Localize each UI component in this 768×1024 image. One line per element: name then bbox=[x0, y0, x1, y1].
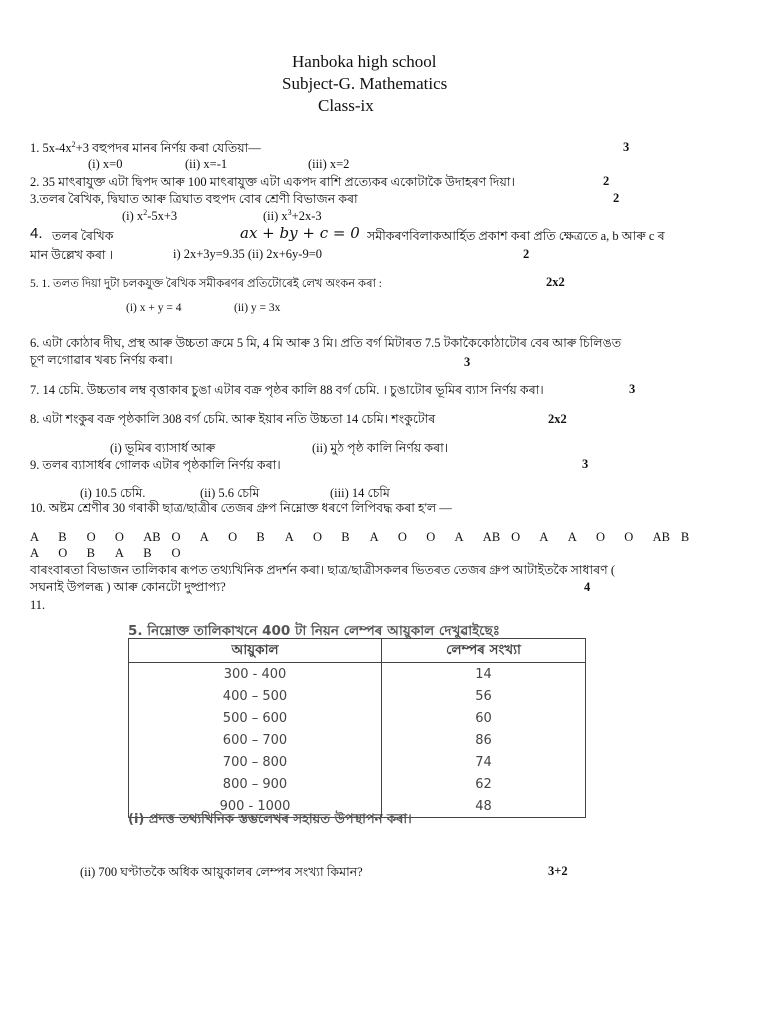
question-2: 2. 35 মাৎৰাযুক্ত এটা দ্বিপদ আৰু 100 মাৎৰাযুক্ত এটা একপদ ৰাশি প্ৰত্যেকৰ একোটাকৈ উদাহৰণ দিয়া। bbox=[30, 175, 515, 189]
blood-group-item: O bbox=[426, 530, 436, 544]
question-5-marks: 2x2 bbox=[546, 275, 565, 289]
blood-group-item: O bbox=[171, 530, 181, 544]
table-row bbox=[129, 707, 586, 729]
table-row bbox=[129, 729, 586, 751]
blood-group-item: O bbox=[397, 530, 407, 544]
count-cell: 60 bbox=[382, 707, 586, 729]
blood-group-item: A bbox=[199, 530, 209, 544]
question-4-equation: ax + by + c = 0 bbox=[240, 224, 360, 242]
blood-group-item: A bbox=[539, 530, 549, 544]
blood-group-item: O bbox=[313, 530, 323, 544]
table-row bbox=[129, 663, 586, 686]
question-10-line-2: সঘনাই উপলব্ধ ) আৰু কোনটো দুষ্প্ৰাপ্য? bbox=[30, 580, 226, 594]
question-3-option-1-sup: 2 bbox=[143, 208, 148, 217]
lifetime-cell: 900 - 1000 bbox=[129, 795, 382, 818]
question-7-marks: 3 bbox=[629, 382, 636, 396]
question-10-marks: 4 bbox=[584, 580, 591, 594]
blood-group-item: AB bbox=[482, 530, 501, 544]
question-9-option: (i) 10.5 চেমি. bbox=[80, 486, 146, 500]
blood-group-item: O bbox=[596, 530, 606, 544]
question-1-option: (i) x=0 bbox=[88, 157, 123, 171]
question-11-marks: 3+2 bbox=[548, 864, 568, 878]
question-3-option-2-a: (ii) x bbox=[263, 209, 288, 224]
school-name: Hanboka high school bbox=[292, 52, 437, 71]
question-4-marks: 2 bbox=[523, 247, 530, 261]
question-4-line2b: i) 2x+3y=9.35 (ii) 2x+6y-9=0 bbox=[173, 247, 323, 261]
blood-group-item: A bbox=[114, 546, 124, 560]
count-cell: 14 bbox=[382, 663, 586, 686]
question-1-stem-a: 1. 5x-4x bbox=[30, 141, 72, 156]
lifetime-cell: 500 – 600 bbox=[129, 707, 382, 729]
column-header-lifetime: আয়ুকাল bbox=[129, 639, 382, 663]
count-cell: 86 bbox=[382, 729, 586, 751]
blood-group-item: B bbox=[58, 530, 67, 544]
blood-group-item: A bbox=[30, 530, 40, 544]
question-3-option-1-a: (i) x bbox=[122, 209, 144, 224]
lifetime-cell: 800 – 900 bbox=[129, 773, 382, 795]
question-4-rest: সমীকৰণবিলাকআৰ্হিত প্ৰকাশ কৰা প্ৰতি ক্ষেত্ৰতে a, b আৰু c ৰ bbox=[367, 229, 665, 243]
blood-group-item: O bbox=[228, 530, 238, 544]
lamp-table-title: 5. নিম্নোক্ত তালিকাখনে 400 টা নিয়ন লেম্পৰ আয়ুকাল দেখুৱাইছেঃ bbox=[128, 623, 500, 639]
table-row bbox=[129, 773, 586, 795]
blood-group-item: A bbox=[567, 530, 577, 544]
question-11-part-2: (ii) 700 ঘণ্টাতকৈ অধিক আয়ুকালৰ লেম্পৰ সংখ্যা কিমান? bbox=[80, 865, 363, 879]
blood-group-item: B bbox=[256, 530, 265, 544]
table-header-row bbox=[129, 639, 586, 663]
question-4-number: 4. bbox=[30, 225, 43, 242]
question-10: 10. অষ্টম শ্ৰেণীৰ 30 গৰাকী ছাত্ৰ/ছাত্ৰীৰ তেজৰ গ্ৰুপ নিম্নোক্ত ধৰণে লিপিবদ্ধ কৰা হ'ল — bbox=[30, 501, 452, 515]
question-1-marks: 3 bbox=[623, 140, 630, 154]
subject-title: Subject-G. Mathematics bbox=[282, 74, 448, 93]
question-3: 3.তলৰ ৰৈখিক, দ্বিঘাত আৰু ত্ৰিঘাত বহুপদ বোৰ শ্ৰেণী বিভাজন কৰা bbox=[30, 192, 358, 206]
question-6-marks: 3 bbox=[464, 355, 471, 369]
lamp-lifetime-table bbox=[128, 638, 586, 818]
blood-group-item: AB bbox=[143, 530, 161, 544]
blood-group-item: A bbox=[369, 530, 379, 544]
question-7: 7. 14 চেমি. উচ্চতাৰ লম্ব বৃত্তাকাৰ চুঙা এটাৰ বক্ৰ পৃষ্ঠৰ কালি 88 বৰ্গ চেমি. । চুঙাটোৰ ভূমিৰ ব্যাস নিৰ্ণয় কৰা। bbox=[30, 383, 544, 397]
question-2-marks: 2 bbox=[603, 174, 610, 188]
question-10-line-1: বাৰংবাৰতা বিভাজন তালিকাৰ ৰূপত তথ্যখিনিক প্ৰদৰ্শন কৰা। ছাত্ৰ/ছাত্ৰীসকলৰ ভিতৰত তেজৰ গ্ৰুপ আটাইতকৈ সাধাৰণ ( bbox=[30, 563, 615, 577]
blood-group-item: O bbox=[511, 530, 521, 544]
blood-group-item: O bbox=[58, 546, 68, 560]
lifetime-cell: 300 - 400 bbox=[129, 663, 382, 686]
question-8-option: (ii) মুঠ পৃষ্ঠ কালি নিৰ্ণয় কৰা। bbox=[312, 441, 449, 455]
count-cell: 62 bbox=[382, 773, 586, 795]
table-row bbox=[129, 751, 586, 773]
question-9-option: (iii) 14 চেমি bbox=[330, 486, 390, 500]
question-9: 9. তলৰ ব্যাসাৰ্ধৰ গোলক এটাৰ পৃষ্ঠকালি নিৰ্ণয় কৰা। bbox=[30, 458, 281, 472]
blood-group-item: A bbox=[284, 530, 294, 544]
question-3-option-1 bbox=[122, 208, 177, 224]
question-5: 5. 1. তলত দিয়া দুটা চলকযুক্ত ৰৈখিক সমীকৰণৰ প্ৰতিটোৰেই লেখ অংকন কৰা : bbox=[30, 278, 382, 290]
question-4-line2a: মান উল্লেখ কৰা । bbox=[30, 248, 114, 262]
class-title: Class-ix bbox=[318, 96, 374, 115]
blood-group-item: B bbox=[143, 546, 152, 560]
question-3-option-2 bbox=[263, 208, 322, 224]
question-9-option: (ii) 5.6 চেমি bbox=[200, 486, 260, 500]
blood-group-item: O bbox=[114, 530, 124, 544]
question-1-option: (iii) x=2 bbox=[308, 157, 350, 171]
blood-group-item: B bbox=[341, 530, 350, 544]
count-cell: 48 bbox=[382, 795, 586, 818]
question-11-number: 11. bbox=[30, 598, 46, 612]
count-cell: 74 bbox=[382, 751, 586, 773]
lifetime-cell: 400 – 500 bbox=[129, 685, 382, 707]
question-9-marks: 3 bbox=[582, 457, 589, 471]
question-8-marks: 2x2 bbox=[548, 412, 567, 426]
question-6-line-2: চূণ লগোৱাৰ খৰচ নিৰ্ণয় কৰা। bbox=[30, 353, 173, 367]
question-4-lead: তলৰ ৰৈখিক bbox=[52, 229, 114, 243]
question-5-option: (ii) y = 3x bbox=[234, 302, 281, 314]
question-8: 8. এটা শংকুৰ বক্ৰ পৃষ্ঠকালি 308 বৰ্গ চেমি. আৰু ইয়াৰ নতি উচ্চতা 14 চেমি। শংকুটোৰ bbox=[30, 412, 436, 426]
blood-group-item: O bbox=[86, 530, 96, 544]
lifetime-cell: 700 – 800 bbox=[129, 751, 382, 773]
column-header-lamp-count: লেম্পৰ সংখ্যা bbox=[382, 639, 586, 663]
blood-group-item: A bbox=[454, 530, 464, 544]
question-1-stem-b: +3 বহুপদৰ মানৰ নিৰ্ণয় কৰা যেতিয়া— bbox=[75, 141, 261, 156]
table-row bbox=[129, 685, 586, 707]
question-11-part-1: (i) প্ৰদত্ত তথ্যখিনিক স্তম্ভলেখৰ সহায়ত উপস্থাপন কৰা। bbox=[128, 812, 412, 827]
question-3-option-2-b: +2x-3 bbox=[291, 209, 322, 224]
question-1-sup: 2 bbox=[71, 140, 76, 149]
blood-group-item: AB bbox=[652, 530, 670, 544]
count-cell: 56 bbox=[382, 685, 586, 707]
question-8-option: (i) ভূমিৰ ব্যাসাৰ্ধ আৰু bbox=[110, 441, 216, 455]
question-6-line-1: 6. এটা কোঠাৰ দীঘ, প্ৰস্থ আৰু উচ্চতা ক্ৰমে 5 মি, 4 মি আৰু 3 মি। প্ৰতি বৰ্গ মিটাৰত 7.5 টকাকৈকোঠাটোৰ বেৰ আৰু চিলিঙত bbox=[30, 336, 622, 350]
blood-group-item: B bbox=[680, 530, 690, 544]
blood-group-item: O bbox=[624, 530, 634, 544]
question-3-option-1-b: -5x+3 bbox=[147, 209, 178, 224]
blood-group-item: O bbox=[171, 546, 181, 560]
lifetime-cell: 600 – 700 bbox=[129, 729, 382, 751]
question-1-option: (ii) x=-1 bbox=[185, 157, 228, 171]
question-5-option: (i) x + y = 4 bbox=[126, 302, 182, 314]
blood-group-item: A bbox=[30, 546, 40, 560]
blood-group-item: B bbox=[86, 546, 95, 560]
question-3-marks: 2 bbox=[613, 191, 620, 205]
question-3-option-2-sup: 3 bbox=[287, 208, 292, 217]
